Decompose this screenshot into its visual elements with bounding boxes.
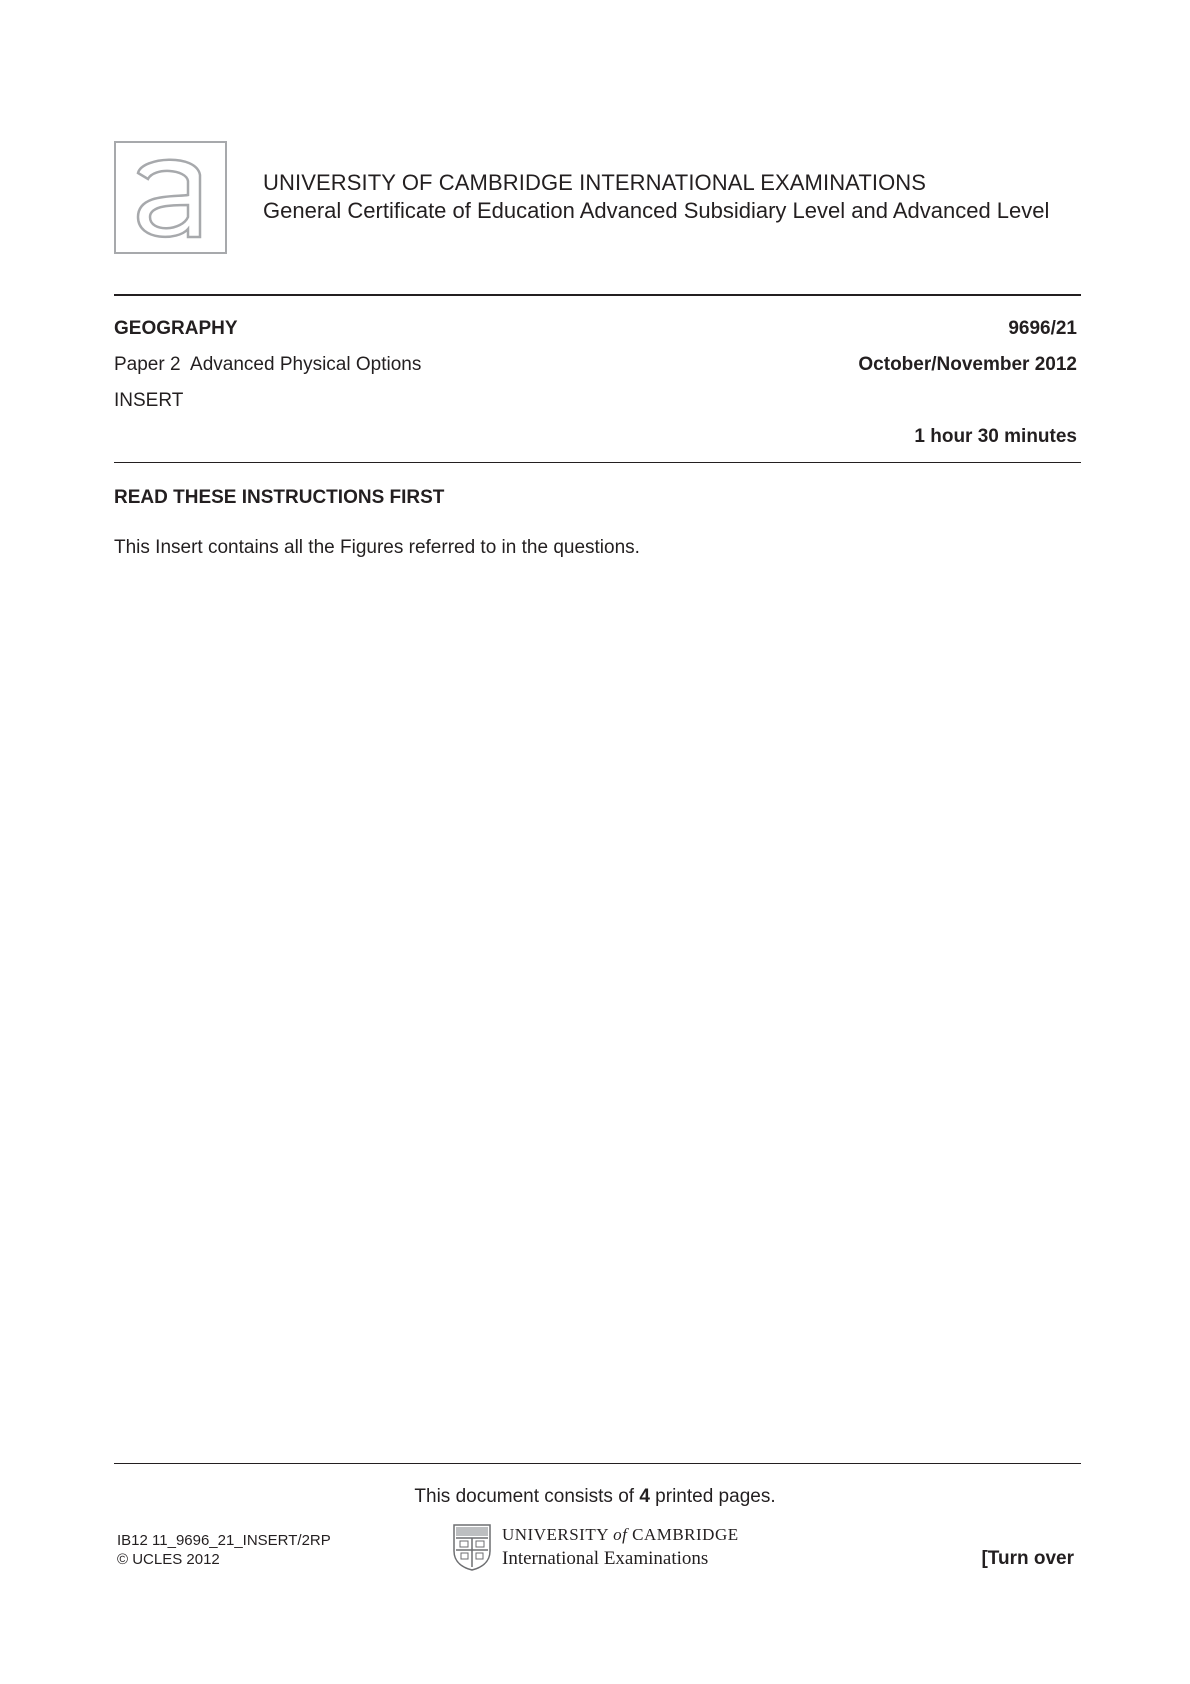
logo-line-1: [502, 1523, 739, 1547]
reference-code: IB12 11_9696_21_INSERT/2RP: [117, 1532, 331, 1549]
copyright-notice: © UCLES 2012: [117, 1551, 220, 1568]
organisation-name: UNIVERSITY OF CAMBRIDGE INTERNATIONAL EXAMINATIONS: [263, 170, 927, 195]
page-count-number: 4: [639, 1486, 650, 1507]
exam-session: October/November 2012: [858, 354, 1077, 375]
logo-of: of: [613, 1525, 628, 1544]
logo-line-2: International Examinations: [502, 1548, 709, 1569]
cambridge-crest-icon: [452, 1523, 492, 1571]
exam-board-logo: [114, 141, 227, 254]
exam-duration: 1 hour 30 minutes: [914, 426, 1077, 447]
instructions-text: This Insert contains all the Figures referred to in the questions.: [114, 537, 640, 558]
page-count-suffix: printed pages.: [649, 1486, 776, 1507]
divider-middle: [114, 462, 1081, 463]
document-reference: [117, 1531, 331, 1569]
paper-title: Paper 2 Advanced Physical Options: [114, 354, 422, 375]
document-type: INSERT: [114, 390, 184, 411]
divider-top: [114, 294, 1081, 296]
subject-title: GEOGRAPHY: [114, 318, 238, 339]
turn-over-note: [Turn over: [981, 1548, 1074, 1569]
qualification-name: General Certificate of Education Advanced Subsidiary Level and Advanced Level: [263, 198, 1050, 223]
paper-code: 9696/21: [1008, 318, 1077, 339]
logo-university: UNIVERSITY: [502, 1525, 609, 1544]
cambridge-logo: [452, 1522, 739, 1572]
instructions-heading: READ THESE INSTRUCTIONS FIRST: [114, 487, 445, 508]
divider-footer: [114, 1463, 1081, 1464]
page-count-note: [0, 1486, 1190, 1508]
logo-cambridge: CAMBRIDGE: [632, 1525, 739, 1544]
letter-a-logo-icon: [116, 143, 225, 252]
page-count-prefix: This document consists of: [414, 1486, 640, 1507]
